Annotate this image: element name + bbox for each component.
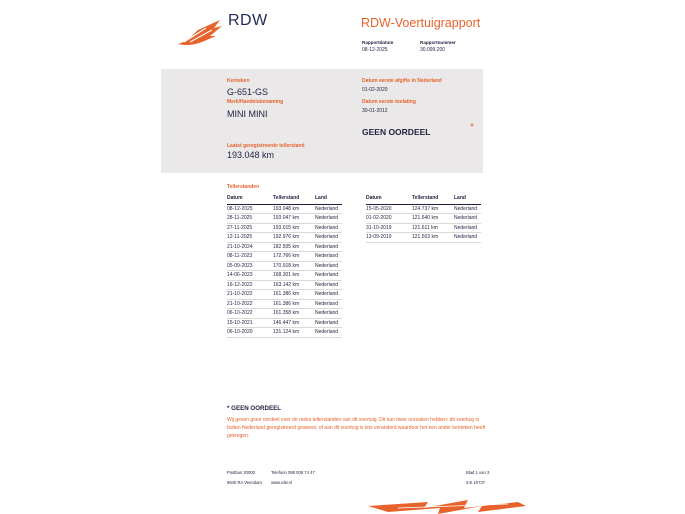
reading-date: 06-10-2022 <box>227 309 273 319</box>
verdict-asterisk: * <box>470 122 474 133</box>
reading-date: 08-11-2023 <box>227 252 273 262</box>
reading-country: Nederland <box>454 223 481 233</box>
reading-country: Nederland <box>315 299 342 309</box>
footer-website: www.rdw.nl <box>271 480 292 485</box>
reading-date: 06-10-2020 <box>227 328 273 338</box>
footer-phone: Telefoon 088 008 74 47 <box>271 470 315 475</box>
table-row <box>366 214 481 224</box>
table-row <box>227 309 342 319</box>
table-row <box>366 233 481 243</box>
header-date: Datum <box>227 195 273 204</box>
reading-odometer: 170.918 km <box>273 261 315 271</box>
decorative-swoosh-icon <box>368 496 528 514</box>
reading-country: Nederland <box>315 280 342 290</box>
note-title: * GEEN OORDEEL <box>227 405 281 412</box>
reading-odometer: 131.124 km <box>273 328 315 338</box>
report-number: 30.099.200 <box>420 47 446 53</box>
reading-country: Nederland <box>315 204 342 214</box>
reading-country: Nederland <box>454 214 481 224</box>
verdict-badge: GEEN OORDEEL <box>362 127 431 137</box>
header-odometer: Tellerstand <box>273 195 315 204</box>
readings-table-right <box>366 195 481 243</box>
reading-date: 21-10-2024 <box>227 242 273 252</box>
header-country: Land <box>315 195 342 204</box>
table-header-row <box>227 195 342 204</box>
table-row <box>366 223 481 233</box>
first-admission-value: 30-01-2012 <box>362 108 388 114</box>
table-row <box>227 271 342 281</box>
report-title: RDW-Voertuigrapport <box>361 16 481 30</box>
table-row <box>227 328 342 338</box>
note-text: Wij geven geen oordeel over de reeks tellerstanden van dit voertuig. Dit kan twee oorzaken hebben: dit voertuig is buiten Nederland geregistreerd geweest, of aan dit voertuig is iets veranderd waardoor het een ander kenteken heeft gekregen. <box>227 417 486 439</box>
rdw-logo-icon <box>176 18 224 48</box>
reading-date: 13-09-2019 <box>366 233 412 243</box>
brand-name: RDW <box>228 12 268 29</box>
reading-date: 01-02-2020 <box>366 214 412 224</box>
reading-country: Nederland <box>315 252 342 262</box>
reading-odometer: 172.766 km <box>273 252 315 262</box>
reading-odometer: 193.015 km <box>273 223 315 233</box>
reading-odometer: 121.503 km <box>412 233 454 243</box>
table-row <box>227 299 342 309</box>
reading-odometer: 121.611 km <box>412 223 454 233</box>
reading-country: Nederland <box>315 318 342 328</box>
table-row <box>227 223 342 233</box>
reading-country: Nederland <box>315 309 342 319</box>
reading-date: 14-06-2023 <box>227 271 273 281</box>
footer-code: 3.E 10737 <box>466 480 486 485</box>
first-nl-label: Datum eerste afgifte in Nederland <box>362 78 442 84</box>
reading-odometer: 163.142 km <box>273 280 315 290</box>
reading-odometer: 124.737 km <box>412 204 454 214</box>
table-row <box>227 318 342 328</box>
reading-country: Nederland <box>315 242 342 252</box>
readings-table-left <box>227 195 342 338</box>
reading-date: 27-11-2025 <box>227 223 273 233</box>
reading-country: Nederland <box>315 290 342 300</box>
vehicle-summary-panel <box>161 69 483 173</box>
reading-odometer: 168.301 km <box>273 271 315 281</box>
reading-odometer: 161.386 km <box>273 299 315 309</box>
reading-country: Nederland <box>315 233 342 243</box>
plate-label: Kenteken <box>227 78 250 84</box>
footer-city: 9640 RA Veendam <box>227 480 262 485</box>
report-number-label: Rapportnummer <box>420 40 456 45</box>
first-admission-label: Datum eerste toelating <box>362 99 416 105</box>
reading-date: 16-12-2022 <box>227 280 273 290</box>
reading-date: 15-05-2020 <box>366 204 412 214</box>
reading-odometer: 193.048 km <box>273 204 315 214</box>
table-row <box>227 261 342 271</box>
header-odometer: Tellerstand <box>412 195 454 204</box>
table-row <box>227 280 342 290</box>
table-row <box>227 242 342 252</box>
table-row <box>227 252 342 262</box>
reading-country: Nederland <box>315 214 342 224</box>
reading-date: 31-10-2019 <box>366 223 412 233</box>
report-date-label: Rapportdatum <box>362 40 394 45</box>
reading-odometer: 161.386 km <box>273 290 315 300</box>
reading-country: Nederland <box>454 233 481 243</box>
table-header-row <box>366 195 481 204</box>
reading-date: 05-09-2023 <box>227 261 273 271</box>
reading-country: Nederland <box>454 204 481 214</box>
reading-date: 15-10-2021 <box>227 318 273 328</box>
report-date: 08-12-2025 <box>362 47 388 53</box>
make-value: MINI MINI <box>227 109 268 119</box>
odometer-value: 193.048 km <box>227 150 275 160</box>
reading-date: 28-11-2025 <box>227 214 273 224</box>
reading-odometer: 182.505 km <box>273 242 315 252</box>
reading-date: 21-10-2022 <box>227 299 273 309</box>
reading-odometer: 192.976 km <box>273 233 315 243</box>
reading-date: 12-11-2025 <box>227 233 273 243</box>
first-nl-value: 01-02-2020 <box>362 87 388 93</box>
reading-country: Nederland <box>315 271 342 281</box>
table-row <box>227 214 342 224</box>
readings-title: Tellerstanden <box>227 184 260 190</box>
header-country: Land <box>454 195 481 204</box>
reading-country: Nederland <box>315 328 342 338</box>
table-row <box>227 290 342 300</box>
reading-odometer: 193.047 km <box>273 214 315 224</box>
reading-country: Nederland <box>315 223 342 233</box>
reading-date: 21-10-2022 <box>227 290 273 300</box>
reading-country: Nederland <box>315 261 342 271</box>
plate-value: G-651-GS <box>227 87 269 97</box>
reading-odometer: 161.358 km <box>273 309 315 319</box>
footer-postbus: Postbus 30000 <box>227 470 255 475</box>
odometer-label: Laatst geregistreerde tellerstand <box>227 143 305 149</box>
reading-date: 08-12-2025 <box>227 204 273 214</box>
footer-page: Blad 1 van 3 <box>466 470 490 475</box>
reading-odometer: 121.640 km <box>412 214 454 224</box>
table-row <box>366 204 481 214</box>
make-label: Merk/Handelsbenaming <box>227 99 284 105</box>
table-row <box>227 233 342 243</box>
table-row <box>227 204 342 214</box>
reading-odometer: 146.447 km <box>273 318 315 328</box>
header-date: Datum <box>366 195 412 204</box>
